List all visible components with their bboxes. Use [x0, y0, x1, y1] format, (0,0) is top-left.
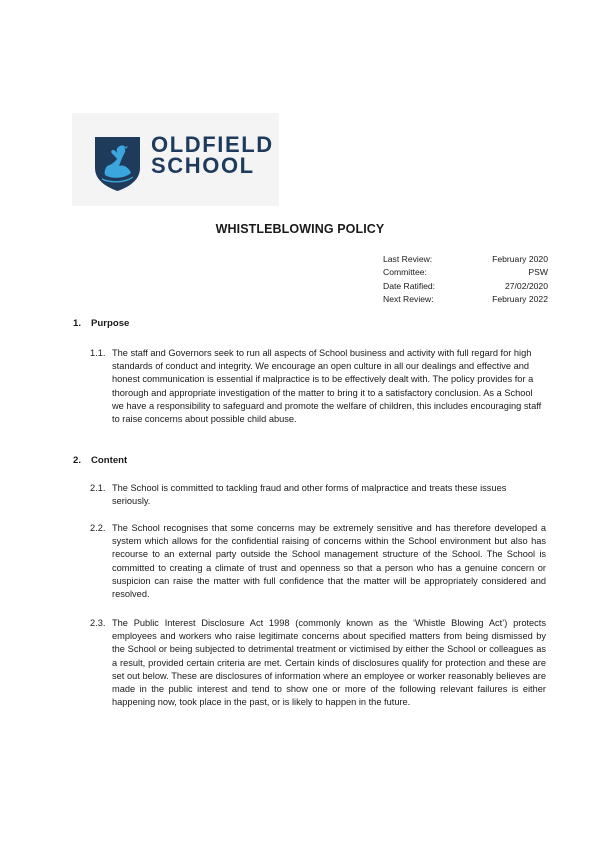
logo-line-2: SCHOOL	[151, 153, 255, 178]
meta-row	[383, 293, 548, 306]
meta-label: Next Review:	[383, 294, 434, 305]
section-title: Purpose	[91, 318, 130, 329]
paragraph-text: The Public Interest Disclosure Act 1998 (commonly known as the ‘Whistle Blowing Act’) protects employees and workers who raise legitimate concerns about specified matters from being dismissed by the School or being subjected to detrimental treatment or victimised by either the School or colleagues as a result, provided certain criteria are met. Certain kinds of disclosures qualify for protection and these are set out below. These are disclosures of information where an employee or worker reasonably believes are made in the public interest and tend to show one or more of the following relevant failures is either happening now, took place in the past, or is likely to happen in the future.	[112, 618, 546, 708]
paragraph-2-3	[90, 617, 546, 709]
meta-row	[383, 266, 548, 279]
swan-crest-icon	[93, 135, 142, 192]
school-logo	[72, 113, 279, 206]
meta-label: Date Ratified:	[383, 280, 436, 291]
section-heading-purpose	[73, 318, 129, 329]
document-title: WHISTLEBLOWING POLICY	[215, 222, 385, 236]
section-number: 2.	[73, 455, 82, 466]
paragraph-1-1	[90, 347, 546, 426]
review-metadata	[383, 253, 548, 307]
meta-value: PSW	[528, 267, 548, 278]
paragraph-number: 1.1.	[90, 348, 106, 358]
section-title: Content	[91, 455, 128, 466]
meta-row	[383, 253, 548, 266]
meta-row	[383, 280, 548, 293]
paragraph-2-1	[90, 482, 546, 508]
logo-line-1: OLDFIELD	[151, 132, 274, 157]
meta-value: February 2020	[492, 254, 548, 264]
paragraph-number: 2.3.	[90, 618, 106, 628]
paragraph-text: The School is committed to tackling fraud and other forms of malpractice and treats these issues seriously.	[112, 483, 507, 507]
meta-label: Last Review:	[383, 254, 433, 264]
paragraph-number: 2.1.	[90, 483, 106, 493]
meta-label: Committee:	[383, 267, 427, 278]
paragraph-text: The School recognises that some concerns may be extremely sensitive and has therefore developed a system which allows for the confidential raising of concerns within the School environment but also has recourse to an external party outside the School management structure of the School. The School is committed to creating a climate of trust and openness so that a person who has a genuine concern or suspicion can raise the matter with full confidence that the matter will be appropriately considered and resolved.	[112, 523, 546, 600]
meta-value: 27/02/2020	[504, 280, 548, 291]
section-number: 1.	[73, 318, 82, 329]
paragraph-number: 2.2.	[90, 523, 106, 533]
paragraph-text: The staff and Governors seek to run all aspects of School business and activity with full regard for high standards of conduct and integrity. We encourage an open culture in all our dealings and effective and honest communication is essential if malpractice is to be effectively dealt with. The policy provides for a thorough and appropriate investigation of the matter to bring it to a satisfactory conclusion. As a School we have a responsibility to safeguard and promote the welfare of children, this includes encouraging staff to raise concerns about possible child abuse.	[112, 348, 542, 425]
paragraph-2-2	[90, 522, 546, 601]
meta-value: February 2022	[492, 294, 548, 305]
section-heading-content	[73, 455, 127, 466]
